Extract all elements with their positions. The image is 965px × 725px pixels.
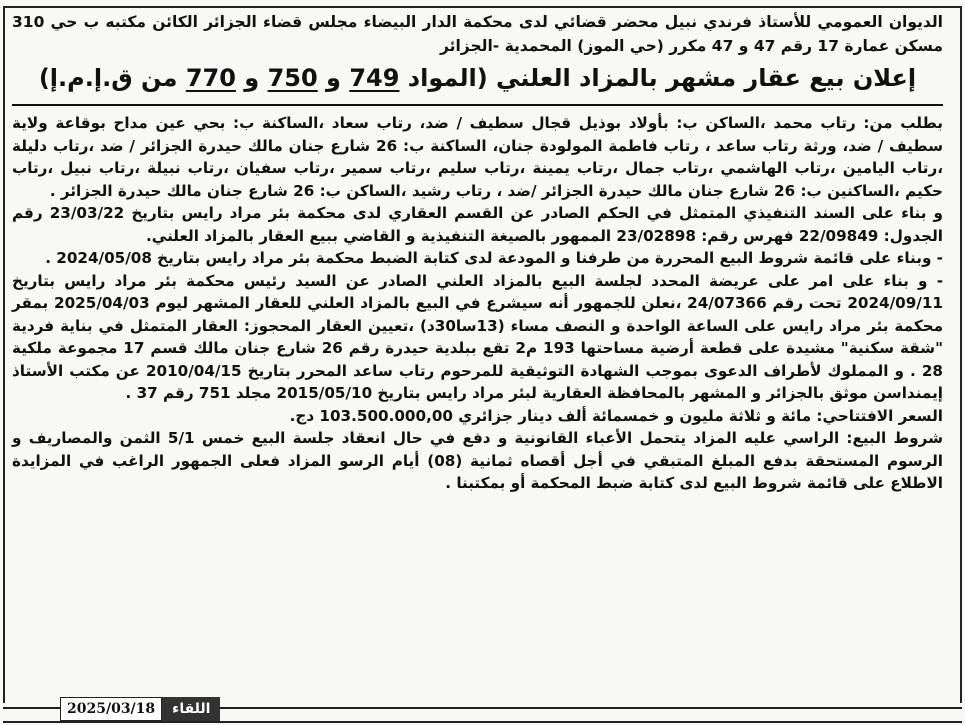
opening-price-paragraph: السعر الافتتاحي: مائة و ثلاثة مليون و خمسمائة ألف دينار جزائري 103.500.000,00 دج.: [289, 406, 943, 425]
publication-date: 2025/03/18: [60, 697, 162, 721]
top-border: [3, 6, 962, 8]
article-770: 770: [185, 64, 236, 92]
notice-title: [12, 60, 943, 96]
right-border: [960, 6, 962, 703]
title-divider: [12, 104, 943, 106]
title-suffix: من ق.إ.م.إ): [38, 64, 186, 92]
petitioners-paragraph: بطلب من: رتاب محمد ،الساكن ب: بأولاد بوذيل قجال سطيف / ضد، رتاب سعاد ،الساكنة ب: بحي عين مداح بوقاعة ولاية سطيف / ضد، ورثة رتاب ساعد ، رتاب فاطمة المولودة جنان، الساكنة ب: 26 شارع جنان مالك حيدرة الجزائر / ضد ،رتاب دليلة ،رتاب اليامين ،رتاب الهاشمي ،رتاب جمال ،رتاب يمينة ،رتاب سليم ،رتاب سمير ،رتاب سفيان ،رتاب نبيلة ،رتاب نبيل ،رتاب حكيم ،الساكنين ب: 26 شارع جنان مالك حيدرة الجزائر /ضد ، رتاب رشيد ،الساكن ب: 26 شارع جنان مالك حيدرة الجزائر .: [12, 114, 944, 200]
article-750: 750: [267, 64, 318, 92]
enforcement-title-paragraph: و بناء على السند التنفيذي المتمثل في الحكم الصادر عن القسم العقاري لدى محكمة بئر مراد رايس بتاريخ 23/03/22 رقم الجدول: 22/09849 فهرس رقم: 23/02898 الممهور بالصيغة التنفيذية و القاضي ببيع العقار بالمزاد العلني.: [12, 204, 943, 245]
left-border: [3, 6, 5, 703]
article-749: 749: [349, 64, 400, 92]
auction-order-paragraph: - و بناء على امر على عريضة المحدد لجلسة البيع بالمزاد العلني الصادر عن السيد رئيس محكمة بئر مراد رايس بتاريخ 2024/09/11 تحت رقم 24/07366 ،نعلن للجمهور أنه سيشرع في البيع بالمزاد العلني للعقار المشهر ليوم 2025/04/03 بمقر محكمة بئر مراد رايس على الساعة الواحدة و النصف مساء (13سا30د) ،تعيين العقار المحجوز: العقار المتمثل في بناية فردية "شقة سكنية" مشيدة على قطعة أرضية مساحتها 193 م2 تقع ببلدية حيدرة رقم 26 شارع جنان مالك قسم 17 مجموعة ملكية 28 . و المملوك لأطراف الدعوى بموجب الشهادة التوثيقية للمرحوم رتاب ساعد المحرر بتاريخ 2010/04/15 عن مكتب الأستاذ إيمنداسن موثق بالجزائر و المشهر بالمحافظة العقارية لبئر مراد رايس بتاريخ 2015/05/10 مجلد 751 رقم 37 .: [12, 271, 944, 402]
title-and-2: و: [235, 64, 268, 92]
publication-badge: [60, 697, 220, 721]
bottom-rule: [3, 721, 962, 723]
title-and-1: و: [317, 64, 350, 92]
bailiff-office-header: الديوان العمومي للأستاذ فرندي نبيل محضر قضائي لدى محكمة الدار البيضاء مجلس قضاء الجزائر الكائن مكتبه ب حي 310 مسكن عمارة 17 رقم 47 و 47 مكرر (حي الموز) المحمدية -الجزائر: [12, 13, 943, 55]
newspaper-name: اللقاء: [162, 697, 220, 721]
notice-content: [12, 10, 943, 695]
title-prefix: إعلان بيع عقار مشهر بالمزاد العلني (المواد: [399, 64, 917, 92]
sale-conditions-list-paragraph: - وبناء على قائمة شروط البيع المحررة من طرفنا و المودعة لدى كتابة الضبط محكمة بئر مراد رايس بتاريخ 2024/05/08 .: [45, 249, 943, 267]
publication-footer: [0, 697, 965, 725]
sale-terms-paragraph: شروط البيع: الراسي عليه المزاد يتحمل الأعباء القانونية و دفع في حال انعقاد جلسة البيع خمس 5/1 الثمن والمصاريف و الرسوم المستحقة بدفع المبلغ المتبقي في أجل أقصاه ثمانية (08) أيام الرسو المزاد فعلى الجمهور الراغب في المزايدة الاطلاع على قائمة شروط البيع لدى كتابة ضبط المحكمة أو بمكتبنا .: [12, 429, 944, 492]
